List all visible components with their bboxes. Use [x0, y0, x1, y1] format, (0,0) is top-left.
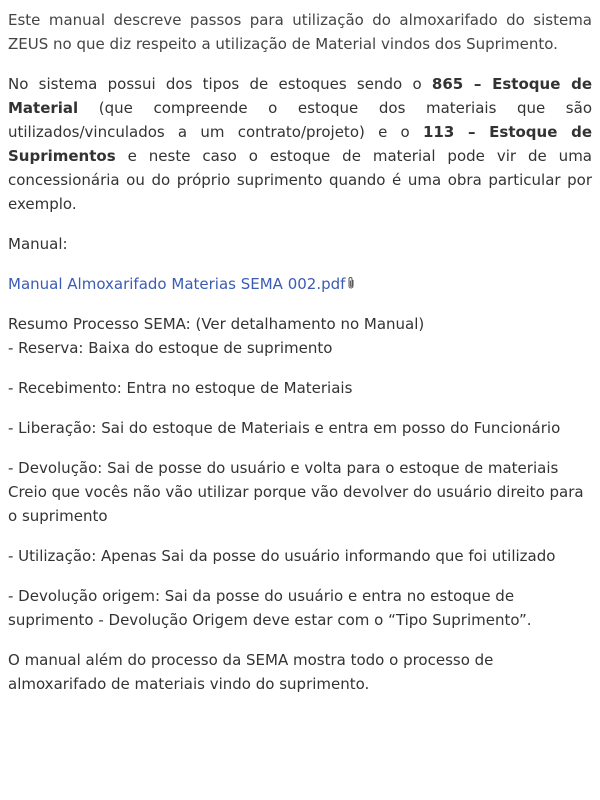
step-reserva: - Reserva: Baixa do estoque de suprimento: [8, 339, 333, 357]
stock-material-code: 865 – Estoque de Material: [8, 75, 592, 117]
closing-paragraph: O manual além do processo da SEMA mostra todo o processo de almoxarifado de materiais vindo do suprimento.: [8, 651, 494, 693]
attachment-row: [8, 272, 592, 296]
stock-text-post: e neste caso o estoque de material pode vir de uma concessionária ou do próprio suprimento quando é uma obra particular por exemplo.: [8, 147, 592, 213]
manual-label: Manual:: [8, 235, 68, 253]
intro-paragraph: Este manual descreve passos para utilização do almoxarifado do sistema ZEUS no que diz respeito a utilização de Material vindos dos Suprimento.: [8, 11, 592, 53]
step-liberacao: - Liberação: Sai do estoque de Materiais e entra em posso do Funcionário: [8, 419, 561, 437]
attachment-link[interactable]: Manual Almoxarifado Materias SEMA 002.pdf: [8, 275, 346, 293]
step-utilizacao: - Utilização: Apenas Sai da posse do usuário informando que foi utilizado: [8, 547, 556, 565]
stock-text-pre: No sistema possui dos tipos de estoques sendo o: [8, 75, 432, 93]
step-recebimento: - Recebimento: Entra no estoque de Materiais: [8, 379, 353, 397]
stock-supply-code: 113 – Estoque de Suprimentos: [8, 123, 592, 165]
paperclip-icon[interactable]: [346, 276, 356, 290]
stock-text-mid: (que compreende o estoque dos materiais que são utilizados/vinculados a um contrato/projeto) e o: [8, 99, 592, 141]
document-body: [8, 8, 592, 696]
step-devolucao-origem: - Devolução origem: Sai da posse do usuário e entra no estoque de suprimento - Devolução Origem deve estar com o “Tipo Suprimento”.: [8, 587, 532, 629]
summary-title: Resumo Processo SEMA: (Ver detalhamento no Manual): [8, 315, 425, 333]
stock-types-paragraph: [8, 72, 592, 216]
step-devolucao: - Devolução: Sai de posse do usuário e volta para o estoque de materiais Creio que vocês não vão utilizar porque vão devolver do usuário direito para o suprimento: [8, 459, 584, 525]
